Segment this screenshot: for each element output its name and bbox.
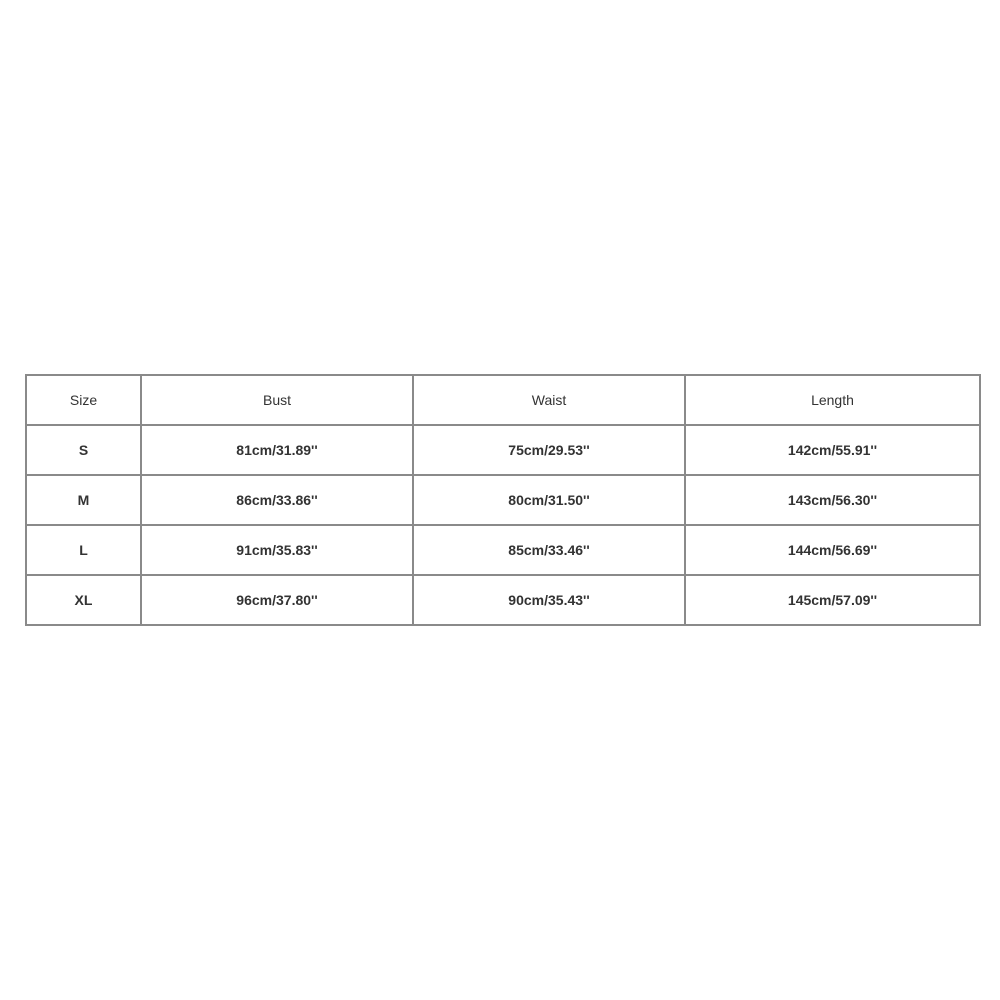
cell-waist: 80cm/31.50'' — [413, 475, 685, 525]
cell-size: S — [26, 425, 141, 475]
cell-bust: 86cm/33.86'' — [141, 475, 413, 525]
table-row — [26, 525, 980, 575]
cell-length: 144cm/56.69'' — [685, 525, 980, 575]
table-row — [26, 425, 980, 475]
cell-size: L — [26, 525, 141, 575]
size-chart-table — [25, 374, 981, 626]
header-length: Length — [685, 375, 980, 425]
table-header-row — [26, 375, 980, 425]
cell-waist: 75cm/29.53'' — [413, 425, 685, 475]
cell-length: 143cm/56.30'' — [685, 475, 980, 525]
table-row — [26, 475, 980, 525]
cell-bust: 96cm/37.80'' — [141, 575, 413, 625]
header-bust: Bust — [141, 375, 413, 425]
cell-length: 142cm/55.91'' — [685, 425, 980, 475]
cell-bust: 91cm/35.83'' — [141, 525, 413, 575]
cell-size: XL — [26, 575, 141, 625]
cell-bust: 81cm/31.89'' — [141, 425, 413, 475]
cell-waist: 85cm/33.46'' — [413, 525, 685, 575]
table-row — [26, 575, 980, 625]
cell-size: M — [26, 475, 141, 525]
cell-length: 145cm/57.09'' — [685, 575, 980, 625]
header-waist: Waist — [413, 375, 685, 425]
cell-waist: 90cm/35.43'' — [413, 575, 685, 625]
header-size: Size — [26, 375, 141, 425]
